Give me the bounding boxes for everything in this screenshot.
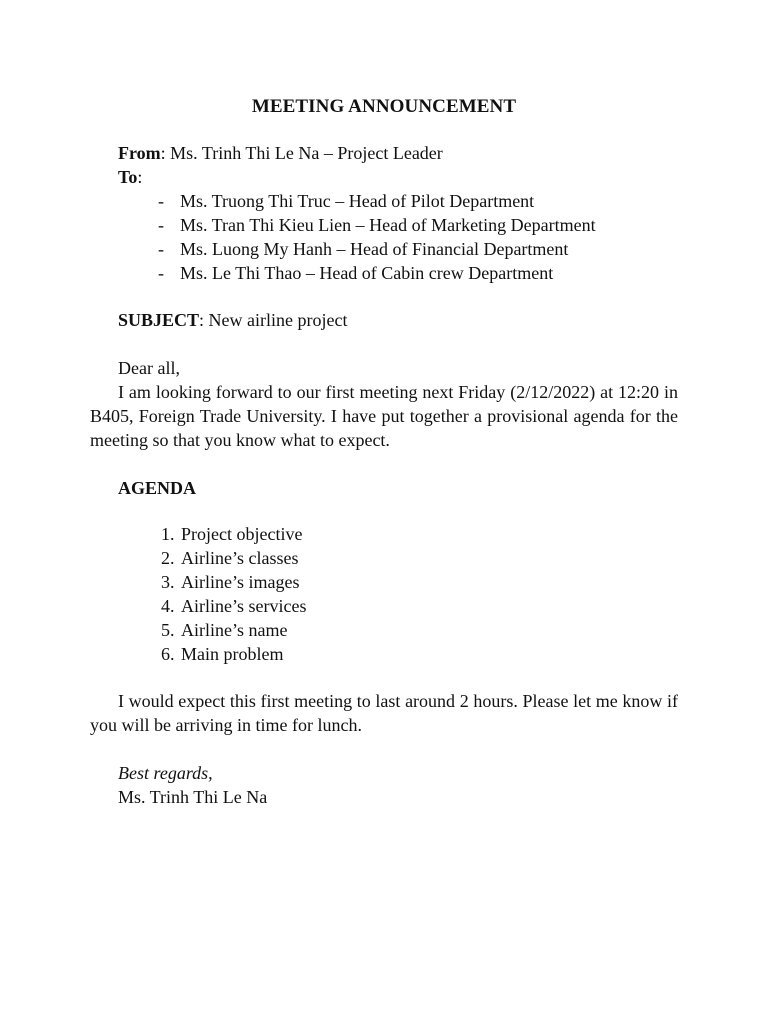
agenda-item	[161, 546, 298, 570]
to-colon: :	[137, 167, 143, 187]
document-title: MEETING ANNOUNCEMENT	[251, 96, 517, 117]
agenda-heading: AGENDA	[118, 478, 197, 498]
agenda-number: 4.	[161, 596, 175, 616]
subject-label: SUBJECT	[118, 310, 200, 330]
recipient-dash: -	[158, 239, 164, 259]
agenda-number: 2.	[161, 548, 175, 568]
closing-paragraph	[90, 689, 678, 737]
agenda-item	[161, 522, 302, 546]
recipient-text: Ms. Luong My Hanh – Head of Financial Department	[180, 239, 569, 259]
recipient-text: Ms. Tran Thi Kieu Lien – Head of Marketing Department	[180, 215, 596, 235]
closing-text: I would expect this first meeting to last around 2 hours. Please let me know if you will be arriving in time for lunch.	[90, 691, 678, 735]
to-line	[118, 165, 142, 189]
recipient-item	[158, 237, 568, 261]
signoff: Best regards,	[118, 763, 213, 783]
signature: Ms. Trinh Thi Le Na	[118, 787, 268, 807]
agenda-text: Project objective	[181, 524, 303, 544]
intro-paragraph	[90, 380, 678, 452]
greeting: Dear all,	[118, 358, 180, 378]
to-label: To	[118, 167, 138, 187]
agenda-number: 5.	[161, 620, 175, 640]
agenda-text: Airline’s classes	[181, 548, 299, 568]
intro-text: I am looking forward to our first meeting next Friday (2/12/2022) at 12:20 in B405, Foreign Trade University. I have put together a provisional agenda for the meeting so that you know what to expect.	[90, 382, 678, 450]
recipient-dash: -	[158, 215, 164, 235]
agenda-number: 3.	[161, 572, 175, 592]
agenda-text: Airline’s name	[181, 620, 288, 640]
agenda-item	[161, 570, 299, 594]
recipient-text: Ms. Le Thi Thao – Head of Cabin crew Department	[180, 263, 554, 283]
recipient-item	[158, 213, 596, 237]
from-label: From	[118, 143, 161, 163]
agenda-text: Main problem	[181, 644, 284, 664]
recipient-dash: -	[158, 263, 164, 283]
subject-line	[118, 308, 347, 332]
from-line	[118, 141, 443, 165]
agenda-item	[161, 618, 287, 642]
recipient-item	[158, 189, 534, 213]
agenda-number: 1.	[161, 524, 175, 544]
recipient-item	[158, 261, 553, 285]
recipient-dash: -	[158, 191, 164, 211]
agenda-text: Airline’s images	[181, 572, 300, 592]
agenda-item	[161, 642, 283, 666]
agenda-item	[161, 594, 306, 618]
from-value: : Ms. Trinh Thi Le Na – Project Leader	[160, 143, 443, 163]
agenda-text: Airline’s services	[181, 596, 307, 616]
recipient-text: Ms. Truong Thi Truc – Head of Pilot Department	[180, 191, 535, 211]
agenda-number: 6.	[161, 644, 175, 664]
subject-value: : New airline project	[199, 310, 348, 330]
